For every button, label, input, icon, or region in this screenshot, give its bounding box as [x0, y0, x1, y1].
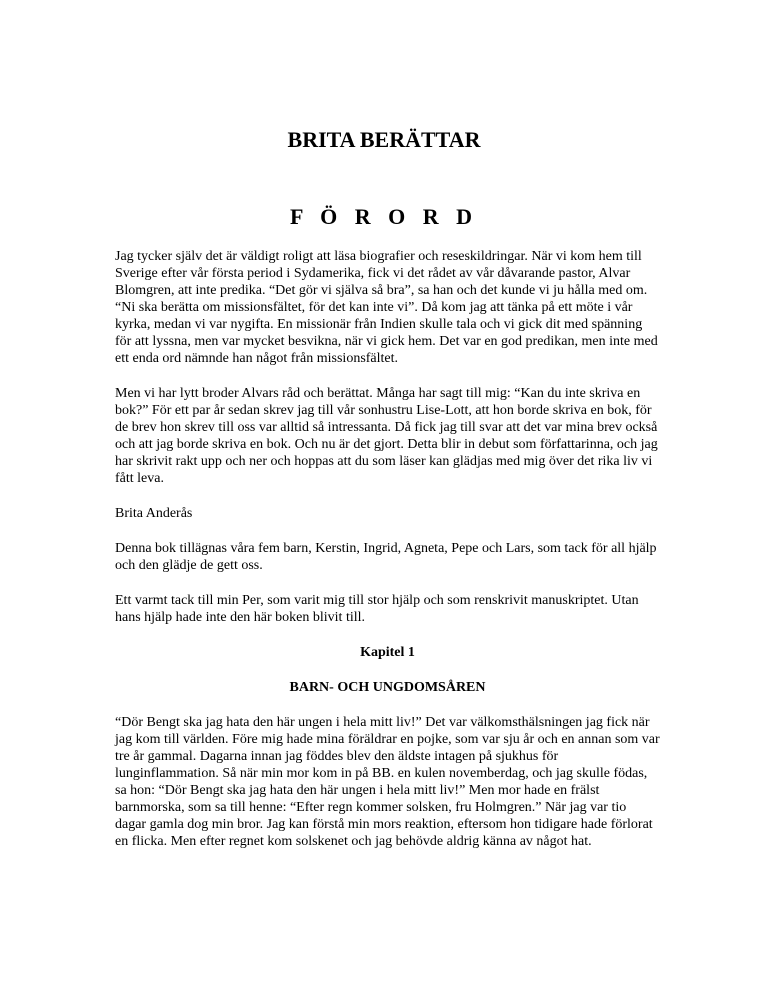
chapter-title: BARN- OCH UNGDOMSÅREN [289, 680, 486, 695]
dedication-paragraph: Denna bok tillägnas våra fem barn, Kerstin, Ingrid, Agneta, Pepe och Lars, som tack för all hjälp och den glädje de gett oss. [115, 541, 657, 573]
preface-heading: F Ö R O R D [289, 204, 478, 229]
preface-paragraph: Jag tycker själv det är väldigt roligt att läsa biografier och reseskildringar. När vi kom hem till Sverige efter vår första period i Sydamerika, fick vi det rådet av vår dåvarande pastor, Alvar Blomgren, att inte predika. “Det gör vi själva så bra”, sa han och det kunde vi ju hålla med om. “Ni ska berätta om missionsfältet, för det kan inte vi”. Då kom jag att tänka på ett möte i vår kyrka, medan vi var nygifta. En missionär från Indien skulle tala och vi gick dit med spänning för att lyssna, men var mycket besvikna, när vi gick hem. Det var en god predikan, men inte med ett enda ord nämnde han något från missionsfältet. [115, 249, 658, 366]
document-body [115, 248, 660, 868]
acknowledgement-paragraph: Ett varmt tack till min Per, som varit mig till stor hjälp och som renskrivit manuskriptet. Utan hans hjälp hade inte den här boken blivit till. [115, 593, 639, 625]
author-signature: Brita Anderås [115, 506, 193, 521]
preface-paragraph: Men vi har lytt broder Alvars råd och berättat. Många har sagt till mig: “Kan du inte skriva en bok?” För ett par år sedan skrev jag till vår sonhustru Lise-Lott, att hon borde skriva en bok, för de brev hon skrev till oss var alltid så intressanta. Då fick jag till svar att det var mina brev också och att jag borde skriva en bok. Och nu är det gjort. Detta blir in debut som författarinna, och jag har skrivit rakt upp och ner och hoppas att du som läser kan glädjas med mig över det rika liv vi fått leva. [115, 386, 658, 486]
chapter-paragraph: “Dör Bengt ska jag hata den här ungen i hela mitt liv!” Det var välkomsthälsningen jag fick när jag kom till världen. Före mig hade mina föräldrar en pojke, som var sju år och en annan som var tre år gammal. Dagarna innan jag föddes blev den äldste intagen på sjukhus för lunginflammation. Så när min mor kom in på BB. en kulen novemberdag, och jag skulle födas, sa hon: “Dör Bengt ska jag hata den här ungen i hela mitt liv!” Men mor hade en frälst barnmorska, som sa till henne: “Efter regn kommer solsken, fru Holmgren.” När jag var tio dagar gamla dog min bror. Jag kan förstå min mors reaktion, eftersom hon tidigare hade förlorat en flicka. Men efter regnet kom solskenet och jag behövde aldrig känna av något hat. [115, 715, 660, 849]
document-title: BRITA BERÄTTAR [287, 127, 481, 152]
chapter-label: Kapitel 1 [360, 645, 415, 660]
